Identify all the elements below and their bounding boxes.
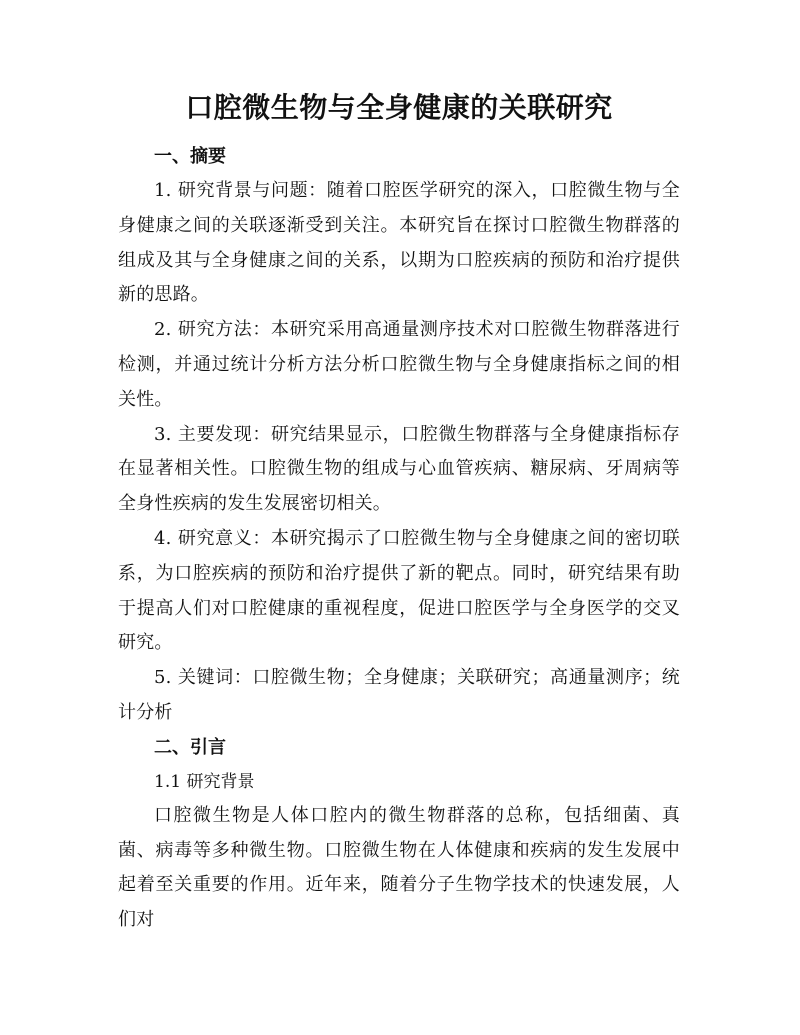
- introduction-heading: 二、引言: [154, 736, 226, 758]
- abstract-item-significance: 4. 研究意义：本研究揭示了口腔微生物与全身健康之间的密切联系，为口腔疾病的预防和治疗提供了新的靶点。同时，研究结果有助于提高人们对口腔健康的重视程度，促进口腔医学与全身医学的交叉研究。: [118, 527, 680, 654]
- abstract-item-background: 1. 研究背景与问题：随着口腔医学研究的深入，口腔微生物与全身健康之间的关联逐渐受到关注。本研究旨在探讨口腔微生物群落的组成及其与全身健康之间的关系，以期为口腔疾病的预防和治疗提供新的思路。: [118, 180, 680, 306]
- abstract-item-findings: 3. 主要发现：研究结果显示，口腔微生物群落与全身健康指标存在显著相关性。口腔微生物的组成与心血管疾病、糖尿病、牙周病等全身性疾病的发生发展密切相关。: [118, 423, 680, 515]
- document-title: 口腔微生物与全身健康的关联研究: [185, 91, 613, 124]
- abstract-heading: 一、摘要: [154, 146, 226, 167]
- abstract-item-methods: 2. 研究方法：本研究采用高通量测序技术对口腔微生物群落进行检测，并通过统计分析方法分析口腔微生物与全身健康指标之间的相关性。: [118, 319, 680, 410]
- introduction-subheading: 1.1 研究背景: [154, 771, 255, 792]
- abstract-section: [118, 140, 680, 731]
- introduction-paragraph: 口腔微生物是人体口腔内的微生物群落的总称，包括细菌、真菌、病毒等多种微生物。口腔微生物在人体健康和疾病的发生发展中起着至关重要的作用。近年来，随着分子生物学技术的快速发展，人们对: [118, 804, 680, 931]
- introduction-section: [118, 731, 680, 938]
- abstract-item-keywords: 5. 关键词：口腔微生物；全身健康；关联研究；高通量测序；统计分析: [118, 667, 680, 723]
- document-page: [118, 88, 680, 938]
